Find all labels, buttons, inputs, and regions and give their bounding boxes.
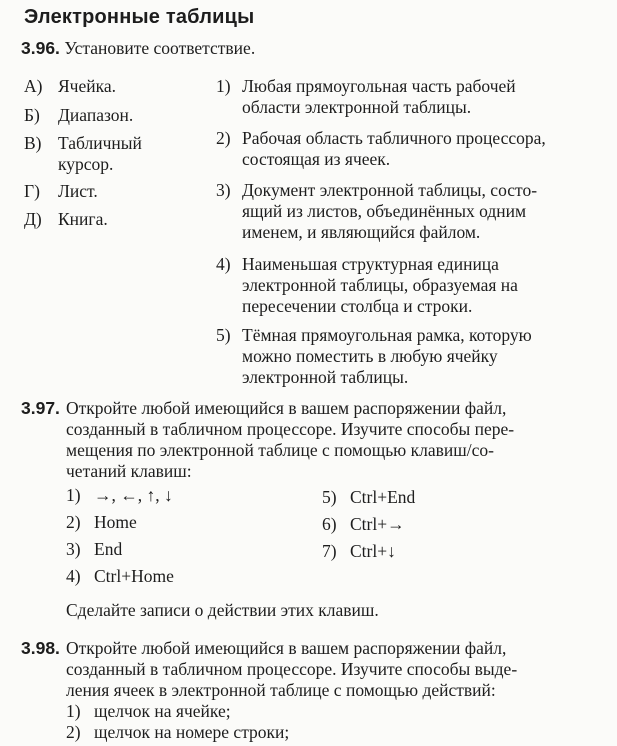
key-item-2	[66, 512, 137, 533]
text-line: Откройте любой имеющийся в вашем распоряжении файл,	[66, 398, 507, 418]
text-line: пересечении столбца и строки.	[242, 296, 473, 316]
key-item-4	[66, 566, 174, 587]
task-3-97-number	[21, 398, 60, 419]
task-number: 3.98.	[21, 638, 60, 658]
match-label: Д)	[24, 209, 42, 229]
task-number: 3.97.	[21, 398, 60, 418]
action-text: щелчок на номере строки;	[94, 722, 290, 742]
match-right-text-2	[242, 128, 546, 170]
match-label: 3)	[216, 180, 231, 200]
key-item-5	[322, 487, 416, 508]
match-right-text-1	[242, 76, 516, 118]
match-right-text-5	[242, 325, 532, 388]
text-line: созданный в табличном процессоре. Изучите способы выде-	[66, 659, 518, 679]
task-3-97-text	[66, 398, 514, 482]
action-label: 2)	[66, 722, 81, 742]
match-text: Книга.	[58, 209, 108, 229]
text-line: именем, и являющийся файлом.	[242, 222, 481, 242]
text-line: Рабочая область табличного процессора,	[242, 128, 546, 148]
match-right-item-2	[216, 128, 231, 149]
match-right-item-3	[216, 180, 231, 201]
match-label: А)	[24, 76, 43, 96]
match-right-item-1	[216, 76, 231, 97]
key-label: 5)	[322, 487, 337, 507]
text-line: можно поместить в любую ячейку	[242, 346, 498, 366]
match-text: Табличный	[58, 133, 142, 153]
text-line: электронной таблицы, образуемая на	[242, 275, 518, 295]
action-text: щелчок на ячейке;	[94, 701, 231, 721]
match-label: 1)	[216, 76, 231, 96]
key-label: 2)	[66, 512, 81, 532]
key-item-3	[66, 539, 123, 560]
key-text: Ctrl+End	[350, 487, 416, 507]
key-text: Ctrl+↓	[350, 541, 396, 561]
text-line: Откройте любой имеющийся в вашем распоряжении файл,	[66, 638, 507, 658]
match-left-item-d	[24, 181, 98, 202]
match-text: Лист.	[58, 181, 98, 201]
match-left-item-c	[24, 133, 142, 154]
match-label: Б)	[24, 105, 40, 125]
key-label: 3)	[66, 539, 81, 559]
section-title: Электронные таблицы	[24, 6, 255, 28]
key-text: →, ←, ↑, ↓	[94, 485, 173, 505]
text-line: Документ электронной таблицы, состо-	[242, 180, 538, 200]
key-item-7	[322, 541, 396, 562]
text-line: мещения по электронной таблице с помощью клавиш/со-	[66, 440, 494, 460]
text-line: Любая прямоугольная часть рабочей	[242, 76, 516, 96]
text-line: четаний клавиш:	[66, 461, 192, 481]
key-text: End	[94, 539, 123, 559]
text-line: ящий из листов, объединённых одним	[242, 201, 527, 221]
match-label: 2)	[216, 128, 231, 148]
key-label: 1)	[66, 485, 81, 505]
key-label: 7)	[322, 541, 337, 561]
match-text-continued: курсор.	[58, 154, 114, 174]
key-item-1	[66, 485, 173, 506]
match-text: Ячейка.	[58, 76, 116, 96]
match-text: Диапазон.	[58, 105, 134, 125]
task-3-96-header	[21, 38, 255, 59]
key-text: Ctrl+→	[350, 514, 405, 534]
match-label: 4)	[216, 254, 231, 274]
match-label: Г)	[24, 181, 40, 201]
match-label: В)	[24, 133, 42, 153]
match-left-item-e	[24, 209, 108, 230]
key-label: 4)	[66, 566, 81, 586]
match-right-item-5	[216, 325, 231, 346]
action-item-2	[66, 722, 290, 743]
task-text: Установите соответствие.	[64, 38, 256, 58]
key-text: Ctrl+Home	[94, 566, 174, 586]
match-right-item-4	[216, 254, 231, 275]
text-line: электронной таблицы.	[242, 367, 409, 387]
task-3-97-footer: Сделайте записи о действии этих клавиш.	[66, 600, 379, 620]
match-left-item-b	[24, 105, 134, 126]
key-text: Home	[94, 512, 137, 532]
action-item-1	[66, 701, 231, 722]
task-3-98-text	[66, 638, 517, 701]
text-line: Тёмная прямоугольная рамка, которую	[242, 325, 532, 345]
match-left-item-a	[24, 76, 116, 97]
match-right-text-3	[242, 180, 537, 243]
match-right-text-4	[242, 254, 518, 317]
match-label: 5)	[216, 325, 231, 345]
text-line: состоящая из ячеек.	[242, 149, 391, 169]
text-line: ления ячеек в электронной таблице с помощью действий:	[66, 680, 496, 700]
text-line: области электронной таблицы.	[242, 97, 472, 117]
text-line: Наименьшая структурная единица	[242, 254, 499, 274]
task-number: 3.96.	[21, 38, 60, 58]
key-label: 6)	[322, 514, 337, 534]
task-3-98-number	[21, 638, 60, 659]
action-label: 1)	[66, 701, 81, 721]
key-item-6	[322, 514, 405, 535]
text-line: созданный в табличном процессоре. Изучите способы пере-	[66, 419, 515, 439]
